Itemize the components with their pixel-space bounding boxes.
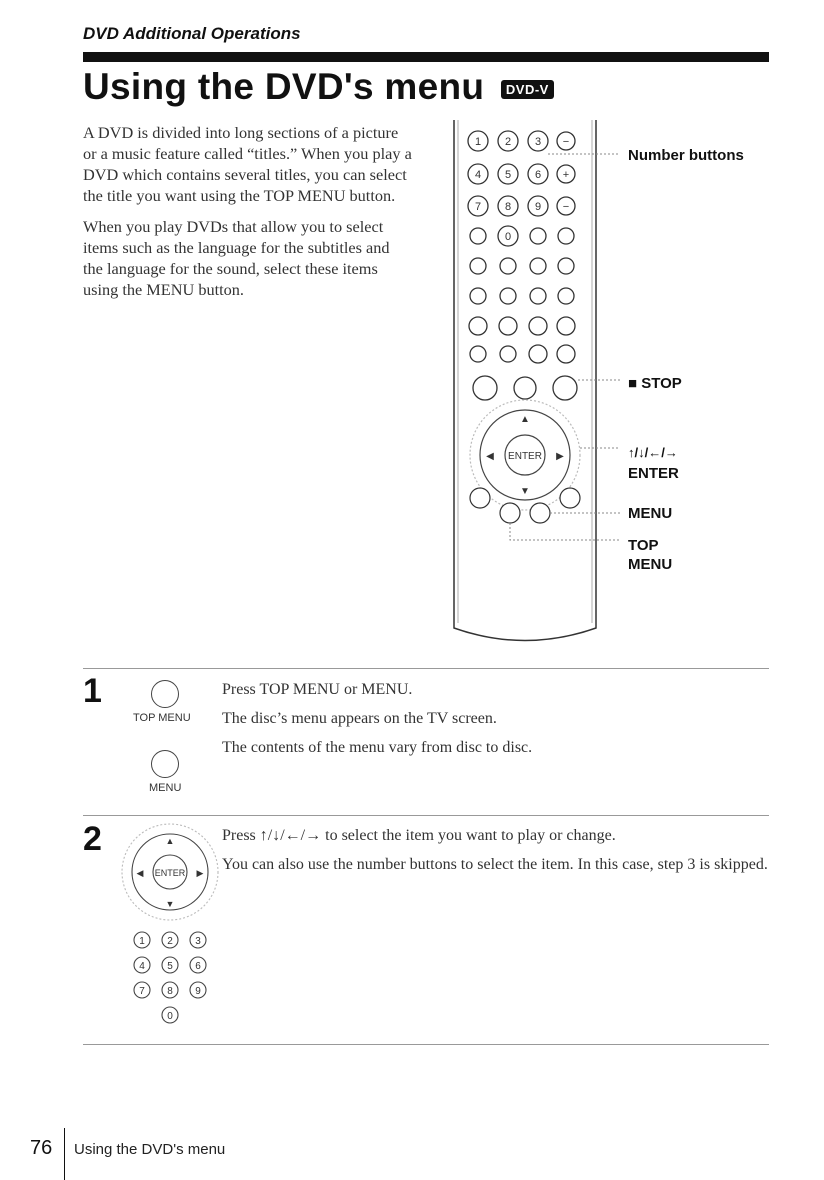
svg-text:−: −: [562, 136, 570, 148]
top-menu-button-icon: [151, 680, 179, 708]
svg-text:▼: ▼: [520, 486, 530, 497]
svg-text:ENTER: ENTER: [154, 868, 186, 878]
svg-text:0: 0: [504, 231, 512, 243]
step-2-navigation-pad: [122, 824, 218, 920]
svg-text:+: +: [562, 169, 570, 181]
callout-number-buttons: Number buttons: [628, 147, 744, 164]
svg-text:▲: ▲: [165, 836, 175, 846]
svg-text:7: 7: [139, 986, 145, 997]
step-1-number: 1: [83, 672, 102, 710]
svg-text:7: 7: [474, 201, 482, 213]
svg-text:▼: ▼: [165, 899, 175, 909]
svg-text:9: 9: [534, 201, 542, 213]
callout-menu: MENU: [628, 505, 673, 522]
svg-text:▶: ▶: [196, 868, 204, 878]
intro-paragraph-1: A DVD is divided into long sections of a picture or a music feature called “titles.” When you play a DVD which contains several titles, you can select the title you want using the TOP MENU button.: [83, 123, 412, 205]
menu-button-icon: [151, 750, 179, 778]
footer-divider: [64, 1128, 65, 1180]
section-label: DVD Additional Operations: [83, 24, 301, 43]
divider-end: [83, 1044, 769, 1045]
svg-text:5: 5: [504, 169, 512, 181]
page-number: 76: [30, 1137, 53, 1159]
svg-text:3: 3: [195, 936, 201, 947]
step-2-illustration: [110, 822, 230, 1032]
callout-stop: ■ STOP: [628, 375, 682, 392]
step-1-line-1: Press TOP MENU or MENU.: [222, 681, 413, 698]
svg-text:2: 2: [504, 136, 512, 148]
callout-enter: ENTER: [628, 465, 679, 482]
svg-text:◀: ◀: [486, 451, 494, 462]
svg-text:1: 1: [139, 936, 145, 947]
svg-text:2: 2: [167, 936, 173, 947]
dvd-video-badge: DVD-V: [501, 80, 554, 99]
divider-step-2: [83, 815, 769, 816]
svg-text:8: 8: [167, 986, 173, 997]
footer-title: Using the DVD's menu: [74, 1141, 226, 1158]
top-rule: [83, 52, 769, 62]
step-2-line-1: Press ↑/↓/←/→ to select the item you want to play or change.: [222, 827, 616, 844]
svg-text:5: 5: [167, 961, 173, 972]
step-2-text: [222, 824, 772, 882]
svg-text:4: 4: [474, 169, 482, 181]
step-1-line-2: The disc’s menu appears on the TV screen.: [222, 710, 497, 727]
svg-text:9: 9: [195, 986, 201, 997]
svg-text:1: 1: [474, 136, 482, 148]
page-title-text: Using the DVD's menu: [83, 66, 485, 107]
step-1-line-3: The contents of the menu vary from disc to disc.: [222, 739, 533, 756]
svg-text:4: 4: [139, 961, 145, 972]
intro-paragraph-2: When you play DVDs that allow you to select items such as the language for the subtitles and the language for the sound, select these items using the MENU button.: [83, 217, 390, 299]
step-1-text: [222, 678, 772, 765]
svg-text:−: −: [562, 201, 570, 213]
svg-text:6: 6: [534, 169, 542, 181]
divider-step-1: [83, 668, 769, 669]
remote-number-buttons: [468, 131, 575, 246]
page-title: [83, 66, 554, 108]
svg-text:6: 6: [195, 961, 201, 972]
step-2-number-keys: [134, 932, 206, 1023]
svg-text:8: 8: [504, 201, 512, 213]
step-2-number: 2: [83, 820, 102, 858]
svg-text:3: 3: [534, 136, 542, 148]
intro-text: [83, 122, 413, 310]
step-2-line-2: You can also use the number buttons to select the item. In this case, step 3 is skipped.: [222, 856, 768, 873]
callout-top-menu: TOP MENU: [628, 537, 673, 573]
menu-button-label: MENU: [149, 782, 182, 794]
remote-control-illustration: [440, 108, 620, 658]
svg-text:ENTER: ENTER: [508, 451, 542, 462]
svg-text:◀: ◀: [136, 868, 144, 878]
top-menu-button-label: TOP MENU: [133, 712, 191, 724]
svg-text:0: 0: [167, 1011, 173, 1022]
svg-text:▶: ▶: [556, 451, 564, 462]
callout-arrows: ↑/↓/←/→: [628, 445, 678, 460]
svg-text:▲: ▲: [520, 414, 530, 425]
